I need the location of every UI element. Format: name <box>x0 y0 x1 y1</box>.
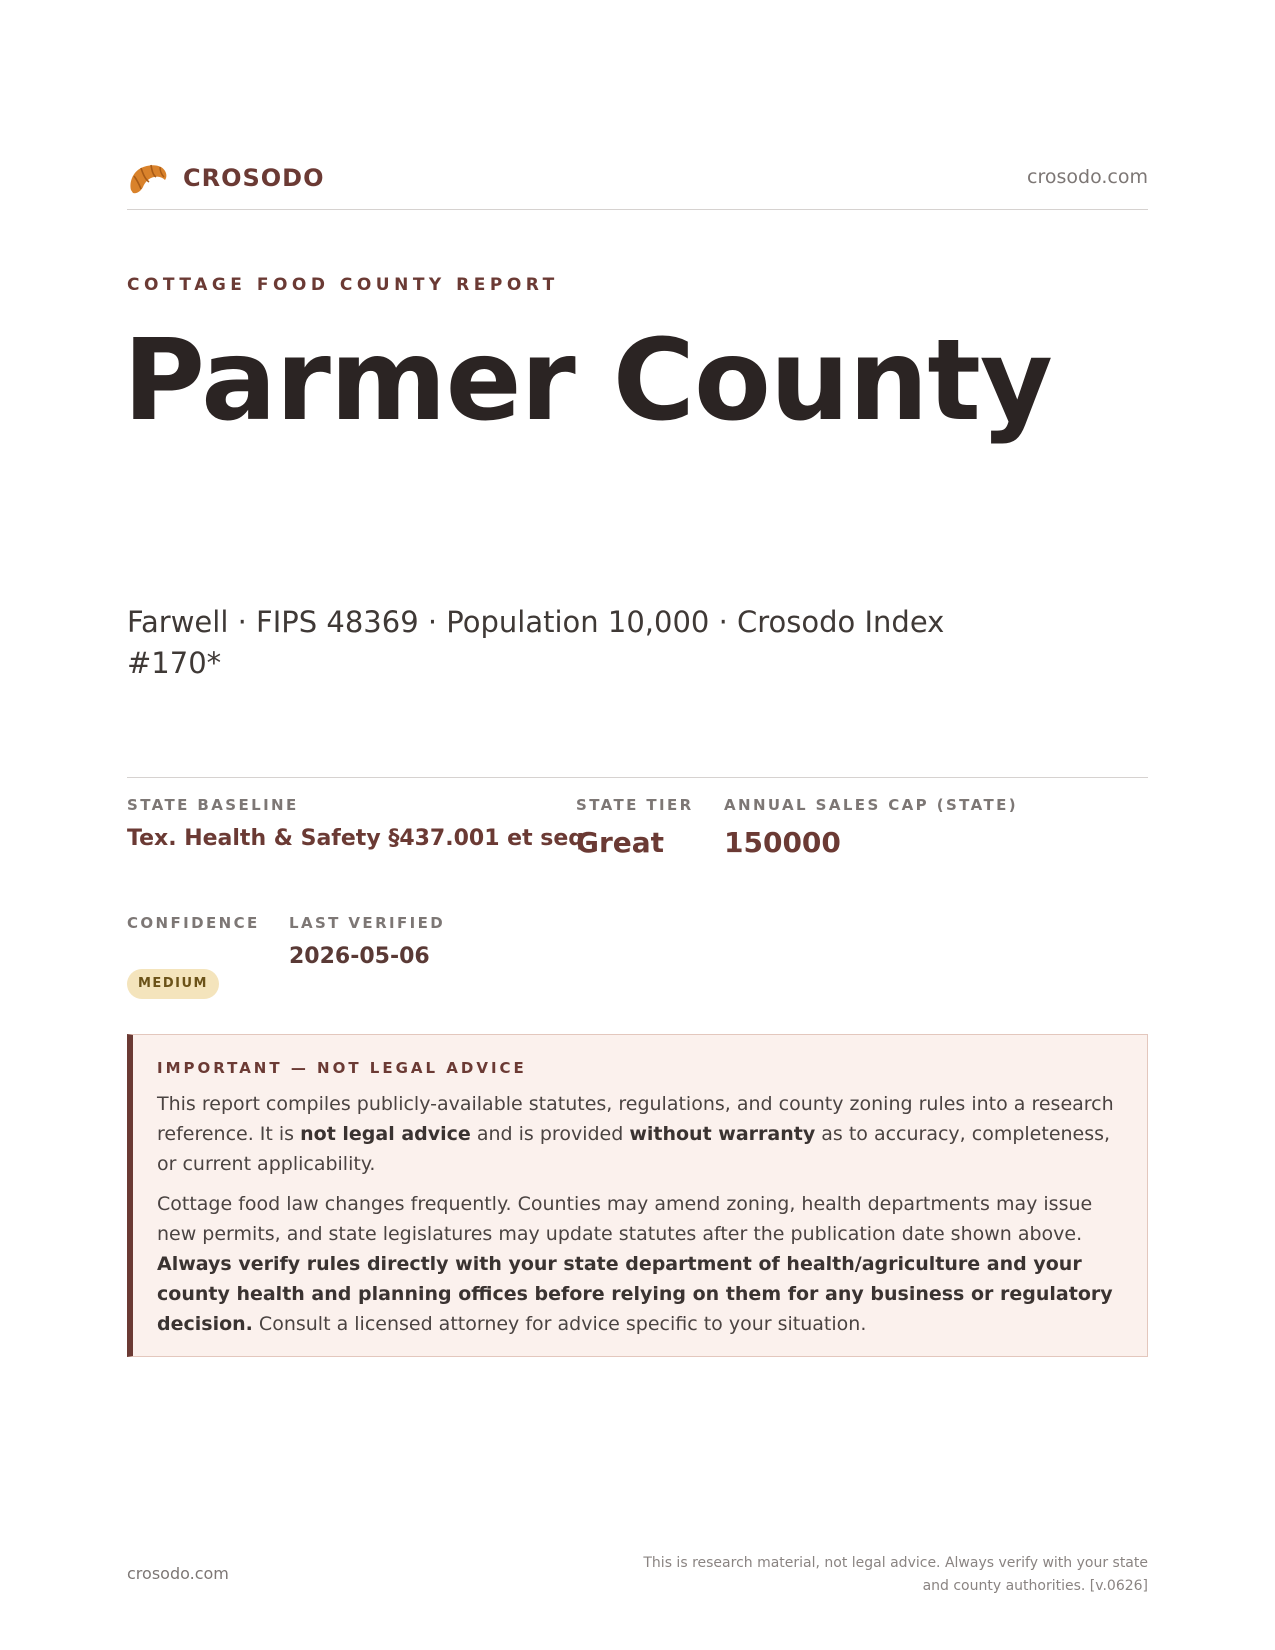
section-divider <box>127 777 1148 778</box>
notice-paragraph-1: This report compiles publicly-available statutes, regulations, and county zoning rules into a research reference. It is not legal advice and is provided without warranty as to accuracy, completeness, or current applicability. <box>157 1093 1114 1175</box>
page-header <box>127 158 1148 210</box>
report-page <box>123 0 1148 1650</box>
page-title: Parmer County <box>123 316 1052 446</box>
footer-disclaimer: This is research material, not legal advice. Always verify with your state and county authorities. [v.0626] <box>643 1555 1148 1594</box>
state-tier-value: Great <box>576 826 665 859</box>
report-eyebrow: COTTAGE FOOD COUNTY REPORT <box>127 275 559 295</box>
last-verified-label: LAST VERIFIED <box>289 914 446 932</box>
legal-notice <box>127 1034 1148 1357</box>
state-baseline-label: STATE BASELINE <box>127 796 299 814</box>
sales-cap-value: 150000 <box>724 826 841 859</box>
confidence-label: CONFIDENCE <box>127 914 260 932</box>
brand-name: CROSODO <box>183 164 325 192</box>
notice-title: IMPORTANT — NOT LEGAL ADVICE <box>157 1059 527 1077</box>
notice-paragraph-2: Cottage food law changes frequently. Counties may amend zoning, health departments may issue new permits, and state legislatures may update statutes after the publication date shown above. Always verify rules directly with your state department of health/agriculture and your county health and planning offices before relying on them for any business or regulatory decision. Consult a licensed attorney for advice specific to your situation. <box>157 1193 1113 1335</box>
county-summary: Farwell · FIPS 48369 · Population 10,000 · Crosodo Index #170* <box>127 605 945 680</box>
footer-site-link[interactable]: crosodo.com <box>127 1564 229 1583</box>
sales-cap-label: ANNUAL SALES CAP (STATE) <box>724 796 1019 814</box>
state-tier-label: STATE TIER <box>576 796 694 814</box>
state-baseline-value: Tex. Health & Safety §437.001 et seq. <box>127 826 593 851</box>
last-verified-value: 2026-05-06 <box>289 944 430 969</box>
confidence-badge: MEDIUM <box>127 969 219 999</box>
site-link[interactable]: crosodo.com <box>1027 166 1148 188</box>
croissant-icon <box>127 160 169 198</box>
